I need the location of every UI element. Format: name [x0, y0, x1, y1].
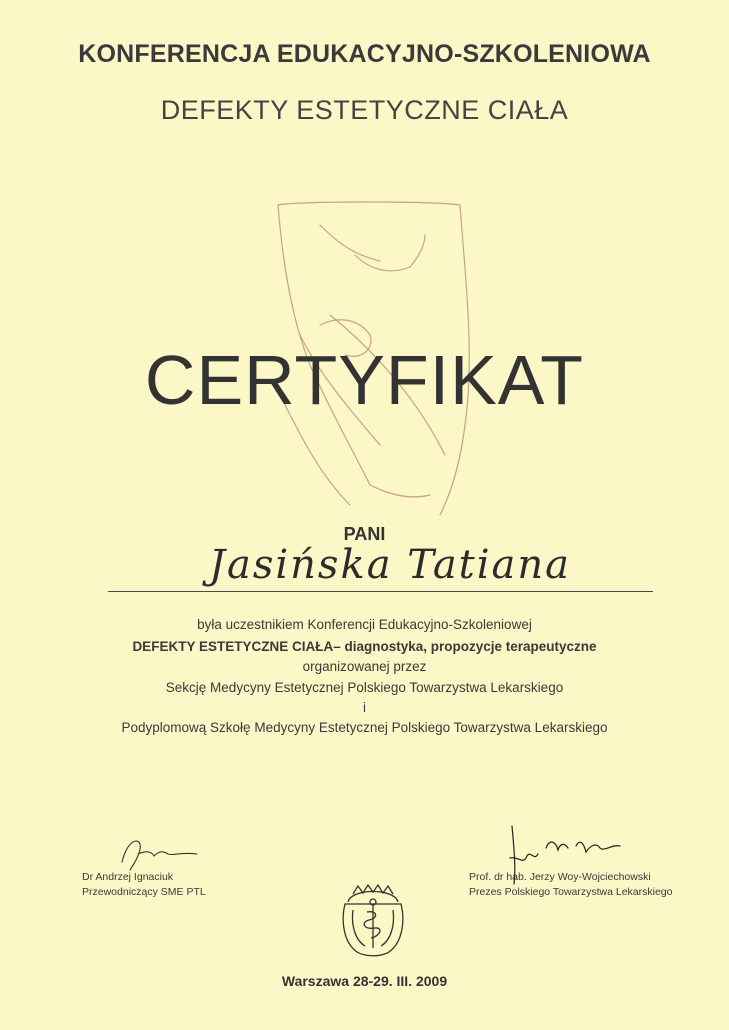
organizer-2: Podyplomową Szkołę Medycyny Estetycznej Polskiego Towarzystwa Lekarskiego	[121, 720, 608, 735]
right-signatory	[469, 870, 699, 900]
right-signatory-name: Prof. dr hab. Jerzy Woy-Wojciechowski	[469, 871, 651, 883]
salutation: PANI	[343, 524, 386, 544]
organized-by: organizowanej przez	[302, 659, 427, 674]
conference-subtitle: DEFEKTY ESTETYCZNE CIAŁA	[160, 95, 569, 125]
conference-topic: DEFEKTY ESTETYCZNE CIAŁA– diagnostyka, propozycje terapeutyczne	[132, 639, 597, 654]
recipient-name: Jasińska Tatiana	[208, 542, 572, 588]
society-seal-icon	[333, 880, 413, 960]
participation-statement: była uczestnikiem Konferencji Edukacyjno-Szkoleniowej	[197, 617, 532, 632]
organizer-1: Sekcję Medycyny Estetycznej Polskiego Towarzystwa Lekarskiego	[165, 680, 564, 695]
left-signatory	[82, 870, 282, 900]
organizer-conjunction: i	[363, 700, 366, 715]
left-signatory-role: Przewodniczący SME PTL	[82, 886, 206, 898]
certificate-heading: CERTYFIKAT	[144, 341, 585, 419]
left-signature-scribble	[102, 832, 202, 872]
right-signatory-role: Prezes Polskiego Towarzystwa Lekarskiego	[469, 886, 673, 898]
name-underline	[108, 591, 653, 592]
event-date: Warszawa 28-29. III. 2009	[281, 973, 448, 989]
left-signatory-name: Dr Andrzej Ignaciuk	[82, 871, 174, 883]
conference-title: KONFERENCJA EDUKACYJNO-SZKOLENIOWA	[78, 40, 651, 68]
